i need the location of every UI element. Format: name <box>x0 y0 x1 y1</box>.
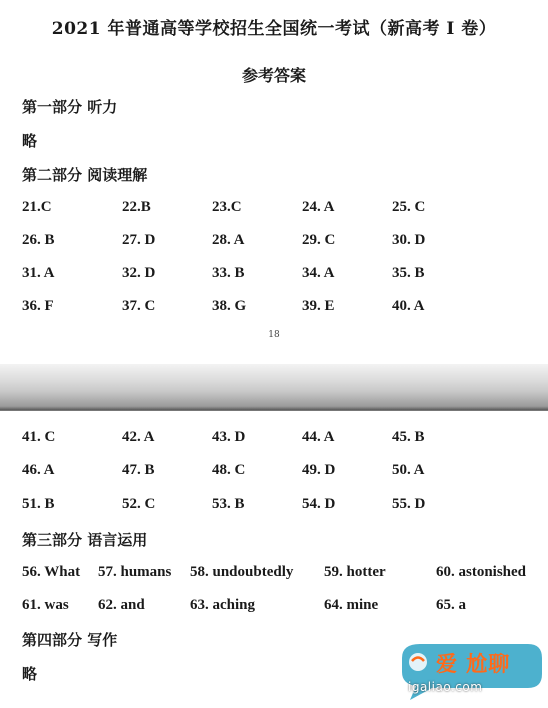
answer-item: 39. E <box>302 298 335 314</box>
answer-item: 46. A <box>22 462 55 478</box>
answer-item: 61. was <box>22 597 69 613</box>
answer-item: 38. G <box>212 298 247 314</box>
answer-item: 55. D <box>392 496 426 512</box>
watermark-text: 爱 尬聊 <box>436 652 511 676</box>
answer-item: 42. A <box>122 429 155 445</box>
part2-heading: 第二部分 阅读理解 <box>22 166 148 184</box>
part1-heading: 第一部分 听力 <box>22 98 118 116</box>
answer-item: 28. A <box>212 232 245 248</box>
answer-item: 51. B <box>22 496 55 512</box>
answer-item: 59. hotter <box>324 564 386 580</box>
answer-item: 45. B <box>392 429 425 445</box>
answer-item: 58. undoubtedly <box>190 564 294 580</box>
answer-item: 49. D <box>302 462 336 478</box>
answer-item: 56. What <box>22 564 81 580</box>
watermark-url: igaliao.com <box>408 680 483 694</box>
answer-item: 31. A <box>22 265 55 281</box>
answer-item: 34. A <box>302 265 335 281</box>
page-number: 18 <box>268 330 280 340</box>
part1-content: 略 <box>22 132 38 150</box>
answer-item: 50. A <box>392 462 425 478</box>
answer-item: 63. aching <box>190 597 256 613</box>
answer-item: 24. A <box>302 199 335 215</box>
answer-item: 36. F <box>22 298 54 314</box>
exam-title: 2021 年普通高等学校招生全国统一考试（新高考 I 卷） <box>51 19 497 39</box>
answer-item: 23.C <box>212 199 242 215</box>
answer-item: 47. B <box>122 462 155 478</box>
answer-item: 27. D <box>122 232 156 248</box>
answer-item: 44. A <box>302 429 335 445</box>
answer-item: 41. C <box>22 429 56 445</box>
answer-item: 33. B <box>212 265 245 281</box>
answer-item: 21.C <box>22 199 52 215</box>
answer-item: 64. mine <box>324 597 379 613</box>
answer-item: 62. and <box>98 597 145 613</box>
answer-item: 22.B <box>122 199 151 215</box>
answer-item: 30. D <box>392 232 426 248</box>
answer-item: 35. B <box>392 265 425 281</box>
answer-item: 48. C <box>212 462 246 478</box>
part4-heading: 第四部分 写作 <box>22 631 118 649</box>
part3-heading: 第三部分 语言运用 <box>22 531 148 549</box>
answer-item: 57. humans <box>98 564 172 580</box>
answer-item: 53. B <box>212 496 245 512</box>
answer-item: 32. D <box>122 265 156 281</box>
answer-key-subtitle: 参考答案 <box>241 66 306 85</box>
answer-item: 29. C <box>302 232 336 248</box>
answer-item: 37. C <box>122 298 156 314</box>
answer-item: 26. B <box>22 232 55 248</box>
answer-item: 65. a <box>436 597 466 613</box>
answer-item: 43. D <box>212 429 246 445</box>
page-separator <box>0 364 548 410</box>
answer-item: 60. astonished <box>436 564 527 580</box>
answer-item: 40. A <box>392 298 425 314</box>
answer-item: 25. C <box>392 199 426 215</box>
watermark-logo <box>392 640 544 702</box>
answer-item: 52. C <box>122 496 156 512</box>
answer-item: 54. D <box>302 496 336 512</box>
part4-content: 略 <box>22 665 38 683</box>
